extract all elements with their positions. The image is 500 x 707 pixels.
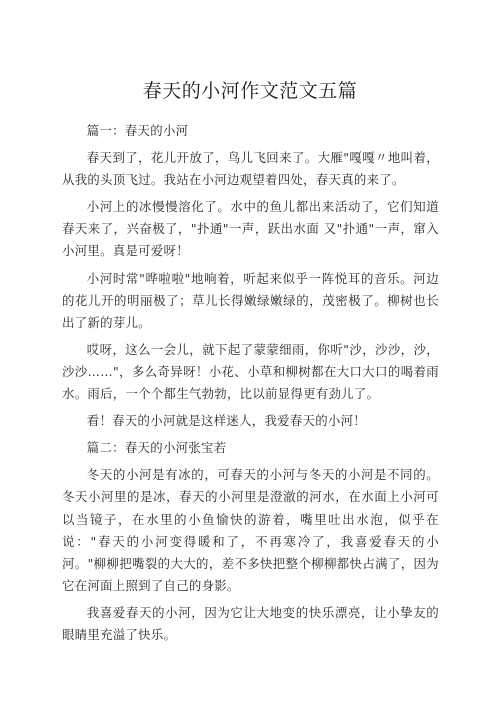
document-title: 春天的小河作文范文五篇 (142, 80, 358, 102)
paragraph: 小河时常"哗啦啦"地响着，听起来似乎一阵悦耳的音乐。河边的花儿开的明丽极了；草儿长得嫩绿嫩绿的，茂密极了。柳树也长出了新的芽儿。 (62, 270, 439, 330)
paragraph: 冬天的小河是有冰的，可春天的小河与冬天的小河是不同的。冬天小河里的是冰，春天的小河里是澄澈的河水，在水面上小河可以当镜子，在水里的小鱼愉快的游着，嘴里吐出水泡，似乎在说："春天的小河变得暖和了，不再寒冷了，我喜爱春天的小河。"柳柳把嘴裂的大大的，差不多快把整个柳柳都快占满了，因为它在河面上照到了自己的身影。 (62, 467, 439, 593)
document-body (62, 120, 439, 651)
paragraph: 看！春天的小河就是这样迷人，我爱春天的小河！ (86, 413, 366, 429)
section-heading: 篇二：春天的小河张宝若 (86, 440, 227, 456)
paragraph: 小河上的冰慢慢溶化了。水中的鱼儿都出来活动了，它们知道春天来了，兴奋极了，"扑通"一声，跃出水面 又"扑通"一声，窜入小河里。真是可爱呀！ (62, 199, 439, 259)
section-heading: 篇一：春天的小河 (86, 123, 189, 138)
paragraph: 我喜爱春天的小河，因为它让大地变的快乐漂亮，让小挚友的眼睛里充溢了快乐。 (62, 604, 439, 642)
paragraph: 哎呀，这么一会儿，就下起了蒙蒙细雨，你听"沙，沙沙，沙，沙沙……"，多么奇异呀！小花、小草和柳树都在大口大口的喝着雨水。雨后，一个个都生气勃勃，比以前显得更有劲儿了。 (62, 341, 439, 402)
paragraph: 春天到了，花儿开放了，鸟儿飞回来了。大雁"嘎嘎〃地叫着，从我的头顶飞过。我站在小河边观望着四处，春天真的来了。 (62, 150, 439, 188)
